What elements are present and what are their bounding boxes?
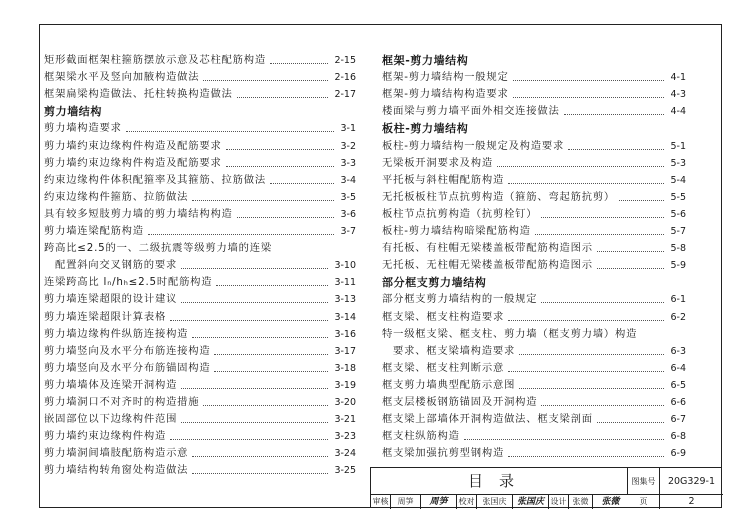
entry-page-number: 3-5 xyxy=(340,191,356,203)
atlas-number-label: 图集号 xyxy=(628,468,660,495)
dot-leader xyxy=(170,439,328,440)
entry-page-number: 3-25 xyxy=(334,465,356,477)
toc-entry xyxy=(44,255,356,272)
checker-name: 张国庆 xyxy=(477,495,513,509)
entry-title: 无梁板开洞要求及构造 xyxy=(382,156,493,169)
entry-page-number: 4-1 xyxy=(670,72,686,84)
entry-page-number: 6-6 xyxy=(670,396,686,408)
entry-title: 平托板与斜柱帽配筋构造 xyxy=(382,173,505,186)
toc-entry xyxy=(44,306,356,323)
entry-page-number: 5-8 xyxy=(670,243,686,255)
entry-title: 剪力墙连梁超限的设计建议 xyxy=(44,293,178,306)
toc-entry xyxy=(382,358,686,375)
toc-entry xyxy=(382,375,686,392)
toc-entry xyxy=(382,170,686,187)
dot-leader xyxy=(513,97,665,98)
dot-leader xyxy=(519,354,664,355)
entry-title: 剪力墙约束边缘构件构造及配筋要求 xyxy=(44,139,222,152)
entry-title: 配置斜向交叉钢筋的要求 xyxy=(55,259,178,272)
entry-title: 框支剪力墙典型配筋示意图 xyxy=(382,378,516,391)
entry-page-number: 3-7 xyxy=(340,226,356,238)
reviewer-signature: 周笋 xyxy=(421,495,457,509)
entry-page-number: 2-15 xyxy=(334,55,356,67)
check-label: 校对 xyxy=(457,495,477,509)
entry-page-number: 5-4 xyxy=(670,174,686,186)
entry-title: 框支梁加强抗剪型钢构造 xyxy=(382,447,505,460)
review-label: 审核 xyxy=(371,495,391,509)
toc-entry xyxy=(382,289,686,306)
toc-entry xyxy=(44,426,356,443)
toc-entry xyxy=(44,118,356,135)
dot-leader xyxy=(568,149,664,150)
toc-section-heading xyxy=(382,118,686,135)
dot-leader xyxy=(508,320,664,321)
toc-entry xyxy=(382,426,686,443)
entry-page-number: 4-3 xyxy=(670,89,686,101)
entry-page-number: 3-24 xyxy=(334,448,356,460)
entry-page-number: 5-9 xyxy=(670,260,686,272)
dot-leader xyxy=(214,371,328,372)
entry-title: 板柱-剪力墙结构一般规定及构造要求 xyxy=(382,139,565,152)
toc-entry xyxy=(44,204,356,221)
dot-leader xyxy=(192,337,328,338)
page-label: 页 xyxy=(628,495,660,509)
toc-entry xyxy=(44,50,356,67)
entry-page-number: 6-9 xyxy=(670,448,686,460)
document-title: 目录 xyxy=(371,468,628,495)
entry-title: 框支梁上部墙体开洞构造做法、框支梁剖面 xyxy=(382,413,593,426)
entry-page-number: 3-14 xyxy=(334,311,356,323)
entry-title: 无托板、无柱帽无梁楼盖板带配筋构造图示 xyxy=(382,259,593,272)
entry-title: 剪力墙约束边缘构件构造及配筋要求 xyxy=(44,156,222,169)
entry-page-number: 3-17 xyxy=(334,345,356,357)
toc-entry xyxy=(44,460,356,477)
designer-signature: 张微 xyxy=(601,497,620,507)
entry-page-number: 6-7 xyxy=(670,414,686,426)
entry-title: 框支层楼板钢筋锚固及开洞构造 xyxy=(382,395,538,408)
toc-entry xyxy=(44,221,356,238)
entry-page-number: 3-21 xyxy=(334,414,356,426)
toc-entry xyxy=(44,135,356,152)
toc-entry xyxy=(382,409,686,426)
entry-title: 框支梁、框支柱构造要求 xyxy=(382,310,505,323)
entry-title: 框支梁、框支柱判断示意 xyxy=(382,361,505,374)
entry-page-number: 3-16 xyxy=(334,328,356,340)
dot-leader xyxy=(508,183,664,184)
signature-row xyxy=(371,495,628,509)
toc-entry xyxy=(44,170,356,187)
dot-leader xyxy=(564,114,665,115)
dot-leader xyxy=(541,405,664,406)
toc-entry xyxy=(44,289,356,306)
dot-leader xyxy=(513,80,665,81)
dot-leader xyxy=(270,63,329,64)
entry-page-number: 6-5 xyxy=(670,379,686,391)
entry-page-number: 3-11 xyxy=(334,277,356,289)
dot-leader xyxy=(192,200,334,201)
toc-entry xyxy=(44,272,356,289)
entry-title: 剪力墙约束边缘构件构造 xyxy=(44,430,167,443)
entry-page-number: 2-17 xyxy=(334,89,356,101)
entry-title: 嵌固部位以下边缘构件范围 xyxy=(44,413,178,426)
dot-leader xyxy=(214,354,328,355)
toc-entry xyxy=(44,443,356,460)
entry-title: 板柱-剪力墙结构暗梁配筋构造 xyxy=(382,225,531,238)
dot-leader xyxy=(464,439,665,440)
dot-leader xyxy=(181,422,328,423)
dot-leader xyxy=(519,388,664,389)
dot-leader xyxy=(237,97,329,98)
title-block xyxy=(370,467,722,508)
toc-entry xyxy=(44,375,356,392)
entry-page-number: 2-16 xyxy=(334,72,356,84)
section-title: 板柱-剪力墙结构 xyxy=(382,122,469,136)
entry-title: 有托板、有柱帽无梁楼盖板带配筋构造图示 xyxy=(382,242,593,255)
dot-leader xyxy=(181,268,328,269)
design-label: 设计 xyxy=(549,495,569,509)
toc-entry xyxy=(382,392,686,409)
entry-page-number: 6-4 xyxy=(670,362,686,374)
dot-leader xyxy=(597,422,665,423)
entry-page-number: 3-23 xyxy=(334,431,356,443)
entry-page-number: 3-2 xyxy=(340,140,356,152)
entry-page-number: 3-4 xyxy=(340,174,356,186)
section-title: 剪力墙结构 xyxy=(44,105,102,119)
entry-page-number: 5-5 xyxy=(670,191,686,203)
dot-leader xyxy=(270,183,335,184)
dot-leader xyxy=(203,405,328,406)
toc-entry xyxy=(382,187,686,204)
dot-leader xyxy=(497,166,665,167)
entry-page-number: 5-3 xyxy=(670,157,686,169)
dot-leader xyxy=(216,285,328,286)
entry-page-number: 3-19 xyxy=(334,379,356,391)
toc-entry xyxy=(44,324,356,341)
toc-section-heading xyxy=(44,101,356,118)
toc-entry xyxy=(382,221,686,238)
entry-title: 剪力墙竖向及水平分布筋连接构造 xyxy=(44,344,211,357)
entry-page-number: 3-13 xyxy=(334,294,356,306)
toc-entry xyxy=(382,255,686,272)
toc-entry xyxy=(44,358,356,375)
toc-section-heading xyxy=(382,50,686,67)
reviewer-name: 周笋 xyxy=(391,495,421,509)
dot-leader xyxy=(541,217,664,218)
entry-title: 框架-剪力墙结构构造要求 xyxy=(382,88,509,101)
dot-leader xyxy=(535,234,665,235)
entry-title: 约束边缘构件箍筋、拉筋做法 xyxy=(44,190,189,203)
entry-page-number: 6-3 xyxy=(670,345,686,357)
entry-title: 跨高比≤2.5的一、二级抗震等级剪力墙的连梁 xyxy=(44,242,272,255)
entry-title: 无托板板柱节点抗剪构造（箍筋、弯起筋抗剪） xyxy=(382,190,616,203)
toc-entry xyxy=(382,341,686,358)
entry-title: 框架-剪力墙结构一般规定 xyxy=(382,71,509,84)
toc-left-column xyxy=(44,50,356,477)
entry-page-number: 6-2 xyxy=(670,311,686,323)
entry-title: 剪力墙结构转角窗处构造做法 xyxy=(44,464,189,477)
dot-leader xyxy=(508,456,664,457)
dot-leader xyxy=(226,166,335,167)
designer-name: 张微 xyxy=(569,495,593,509)
entry-title: 特一级框支梁、框支柱、剪力墙（框支剪力墙）构造 xyxy=(382,327,638,340)
toc-entry xyxy=(44,238,356,255)
dot-leader xyxy=(226,149,335,150)
toc-entry xyxy=(44,341,356,358)
section-title: 部分框支剪力墙结构 xyxy=(382,276,487,290)
toc-section-heading xyxy=(382,272,686,289)
entry-title: 剪力墙连梁超限计算表格 xyxy=(44,310,167,323)
dot-leader xyxy=(508,371,664,372)
dot-leader xyxy=(192,456,328,457)
section-title: 框架-剪力墙结构 xyxy=(382,54,469,68)
dot-leader xyxy=(619,200,664,201)
entry-title: 框支柱纵筋构造 xyxy=(382,430,460,443)
entry-page-number: 5-1 xyxy=(670,140,686,152)
toc-entry xyxy=(382,238,686,255)
entry-title: 框架扁梁构造做法、托柱转换构造做法 xyxy=(44,88,233,101)
toc-entry xyxy=(44,67,356,84)
dot-leader xyxy=(597,251,665,252)
toc-entry xyxy=(382,204,686,221)
toc-entry xyxy=(44,153,356,170)
entry-title: 剪力墙竖向及水平分布筋锚固构造 xyxy=(44,361,211,374)
entry-title: 具有较多短肢剪力墙的剪力墙结构构造 xyxy=(44,207,233,220)
toc-entry xyxy=(382,101,686,118)
entry-page-number: 3-6 xyxy=(340,208,356,220)
dot-leader xyxy=(181,302,328,303)
entry-page-number: 5-7 xyxy=(670,226,686,238)
entry-title: 剪力墙构造要求 xyxy=(44,122,122,135)
dot-leader xyxy=(170,320,328,321)
entry-page-number: 3-10 xyxy=(334,260,356,272)
entry-page-number: 5-6 xyxy=(670,208,686,220)
entry-title: 剪力墙洞口不对齐时的构造措施 xyxy=(44,395,200,408)
toc-entry xyxy=(382,84,686,101)
dot-leader xyxy=(192,473,328,474)
toc-entry xyxy=(382,443,686,460)
dot-leader xyxy=(181,388,328,389)
dot-leader xyxy=(148,234,335,235)
toc-entry xyxy=(44,187,356,204)
toc-right-column xyxy=(382,50,686,460)
entry-title: 楼面梁与剪力墙平面外相交连接做法 xyxy=(382,105,560,118)
entry-title: 剪力墙连梁配筋构造 xyxy=(44,225,144,238)
checker-signature: 张国庆 xyxy=(513,495,549,509)
entry-title: 板柱节点抗剪构造（抗剪栓钉） xyxy=(382,207,538,220)
page-number: 2 xyxy=(688,496,695,507)
entry-page-number: 3-18 xyxy=(334,362,356,374)
toc-entry xyxy=(382,67,686,84)
entry-page-number: 6-1 xyxy=(670,294,686,306)
entry-title: 矩形截面框架柱箍筋摆放示意及芯柱配筋构造 xyxy=(44,54,266,67)
entry-page-number: 4-4 xyxy=(670,106,686,118)
dot-leader xyxy=(126,131,335,132)
toc-entry xyxy=(44,409,356,426)
entry-title: 框架梁水平及竖向加腋构造做法 xyxy=(44,71,200,84)
entry-title: 部分框支剪力墙结构的一般规定 xyxy=(382,293,538,306)
entry-title: 约束边缘构件体积配箍率及其箍筋、拉筋做法 xyxy=(44,173,266,186)
entry-page-number: 6-8 xyxy=(670,431,686,443)
entry-title: 连梁跨高比 lₙ/hₕ≤2.5时配筋构造 xyxy=(44,276,213,289)
dot-leader xyxy=(597,268,665,269)
entry-page-number: 3-3 xyxy=(340,157,356,169)
entry-title: 剪力墙洞间墙肢配筋构造示意 xyxy=(44,447,189,460)
toc-entry xyxy=(382,153,686,170)
toc-entry xyxy=(382,135,686,152)
toc-entry xyxy=(382,306,686,323)
entry-page-number: 3-20 xyxy=(334,396,356,408)
toc-entry xyxy=(44,84,356,101)
dot-leader xyxy=(203,80,328,81)
entry-title: 剪力墙边缘构件纵筋连接构造 xyxy=(44,327,189,340)
entry-page-number: 3-1 xyxy=(340,123,356,135)
entry-title: 剪力墙墙体及连梁开洞构造 xyxy=(44,378,178,391)
toc-entry xyxy=(44,392,356,409)
entry-title: 要求、框支梁墙构造要求 xyxy=(393,344,516,357)
dot-leader xyxy=(237,217,335,218)
toc-entry xyxy=(382,324,686,341)
dot-leader xyxy=(541,302,664,303)
atlas-number: 20G329-1 xyxy=(660,468,723,495)
